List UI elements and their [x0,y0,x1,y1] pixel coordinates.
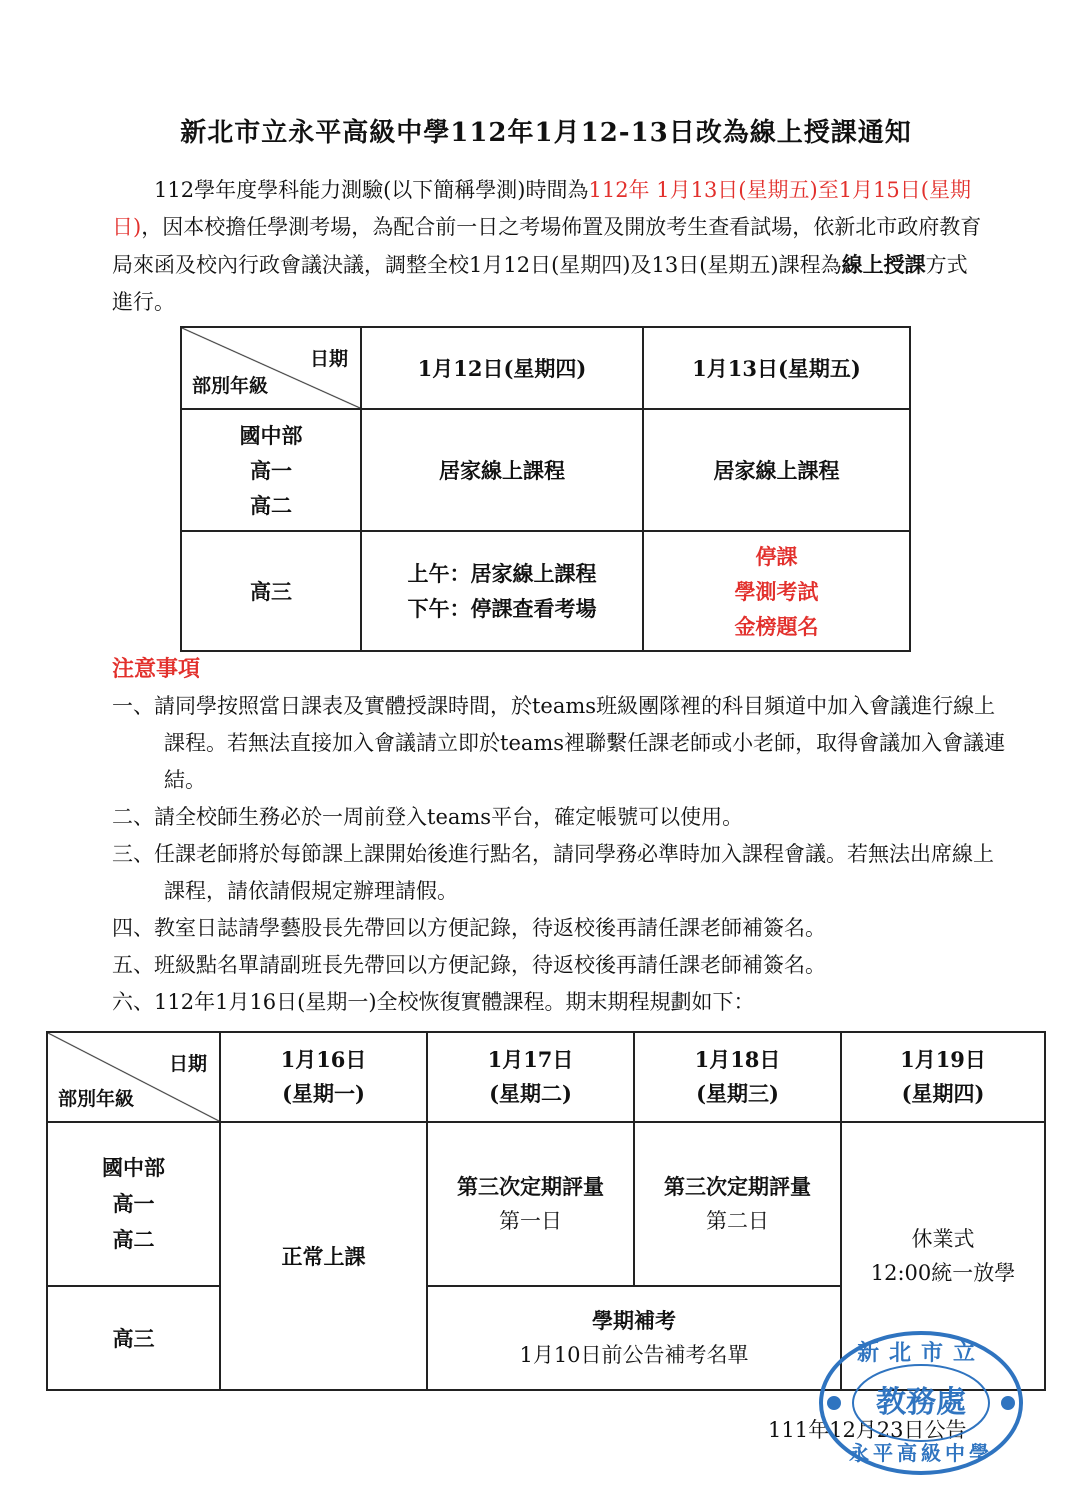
header-jan17 [427,1032,634,1122]
header-date: 1月18日 [694,1047,781,1072]
note-item: 六、112年1月16日(星期一)全校恢復實體課程。期末期程規劃如下： [112,990,755,1014]
exam-date-highlight: 112年 1月13日(星期五)至1月15日(星期日) [112,178,971,239]
exam-day2-cell [634,1122,841,1286]
page-title: 新北市立永平高級中學112年1月12-13日改為線上授課通知 [180,118,912,148]
grade-group-senior3: 高三 [181,531,361,651]
makeup-subtitle: 1月10日前公告補考名單 [519,1343,749,1367]
grade-label: 高二 [250,492,292,518]
makeup-exam-cell [427,1286,841,1390]
exam-title: 第三次定期評量 [664,1174,811,1199]
normal-class-cell: 正常上課 [220,1122,427,1390]
note-item: 一、請同學按照當日課表及實體授課時間，於teams班級團隊裡的科目頻道中加入會議進行線上課程。若無法直接加入會議請立即於teams裡聯繫任課老師或小老師，取得會議加入會議連結。 [112,694,1006,792]
header-date: 1月19日 [900,1047,986,1072]
schedule-line: 學測考試 [734,578,819,604]
exam-day1-cell [427,1122,634,1286]
grade-group-junior [181,409,361,531]
intro-text-1: 112學年度學科能力測驗(以下簡稱學測)時間為 [154,178,589,202]
note-item: 四、教室日誌請學藝股長先帶回以方便記錄，待返校後再請任課老師補簽名。 [112,916,826,940]
schedule-cell [361,531,643,651]
header-jan19 [841,1032,1045,1122]
schedule-cell: 居家線上課程 [643,409,910,531]
plum-blossom-icon [827,1396,841,1410]
plum-blossom-icon [1001,1396,1015,1410]
grade-label: 國中部 [239,422,303,448]
exam-subtitle: 第一日 [499,1209,562,1233]
header-jan16 [220,1032,427,1122]
afternoon-schedule: 下午：停課查看考場 [407,596,597,621]
seal-bottom-text: 永平高級中學 [849,1441,993,1465]
intro-text-3: 方式進行。 [112,253,968,314]
corner-date-label: 日期 [168,1053,207,1075]
header-jan13: 1月13日(星期五) [643,327,910,409]
notes-heading: 注意事項 [112,656,201,682]
intro-text-2: ，因本校擔任學測考場，為配合前一日之考場佈置及開放考生查看試場，依新北市政府教育局來函及校內行政會議決議，調整全校1月12日(星期四)及13日(星期五)課程為 [112,215,982,277]
note-item: 二、請全校師生務必於一周前登入teams平台，確定帳號可以使用。 [112,805,744,829]
header-weekday: (星期二) [489,1081,572,1106]
intro-paragraph [112,172,982,321]
seal-center-text: 教務處 [876,1385,966,1420]
header-jan12: 1月12日(星期四) [361,327,643,409]
corner-date-label: 日期 [309,348,348,370]
exam-title: 第三次定期評量 [457,1174,604,1199]
exam-subtitle: 第二日 [706,1209,769,1233]
makeup-title: 學期補考 [592,1308,676,1333]
online-schedule-table [180,326,911,652]
note-item: 三、任課老師將於每節課上課開始後進行點名，請同學務必準時加入課程會議。若無法出席線上課程，請依請假規定辦理請假。 [112,842,994,903]
header-date: 1月17日 [487,1047,574,1072]
announcement-date: 111年12月23日公告 [768,1418,967,1442]
official-seal-stamp [818,1330,1024,1476]
grade-group-junior [47,1122,220,1286]
grade-group-senior3: 高三 [47,1286,220,1390]
corner-grade-label: 部別年級 [192,375,269,397]
header-jan18 [634,1032,841,1122]
notes-section [112,654,1012,1021]
table-corner-cell [47,1032,220,1122]
header-weekday: (星期四) [901,1081,985,1106]
closing-title: 休業式 [911,1227,975,1251]
schedule-cell-exam [643,531,910,651]
corner-grade-label: 部別年級 [58,1088,135,1110]
table-corner-cell [181,327,361,409]
grade-label: 高二 [112,1227,155,1252]
header-weekday: (星期三) [696,1081,779,1106]
schedule-cell: 居家線上課程 [361,409,643,531]
grade-label: 國中部 [102,1155,165,1180]
note-item: 五、班級點名單請副班長先帶回以方便記錄，待返校後再請任課老師補簽名。 [112,953,826,977]
grade-label: 高一 [250,457,292,483]
schedule-line: 金榜題名 [734,613,819,639]
dismissal-time: 12:00統一放學 [870,1261,1016,1285]
seal-top-text: 新北市立 [856,1340,986,1366]
header-weekday: (星期一) [282,1081,365,1106]
schedule-line: 停課 [755,543,798,569]
morning-schedule: 上午：居家線上課程 [407,561,597,586]
header-date: 1月16日 [280,1047,367,1072]
grade-label: 高一 [112,1191,155,1216]
online-teaching-emphasis: 線上授課 [841,252,926,277]
